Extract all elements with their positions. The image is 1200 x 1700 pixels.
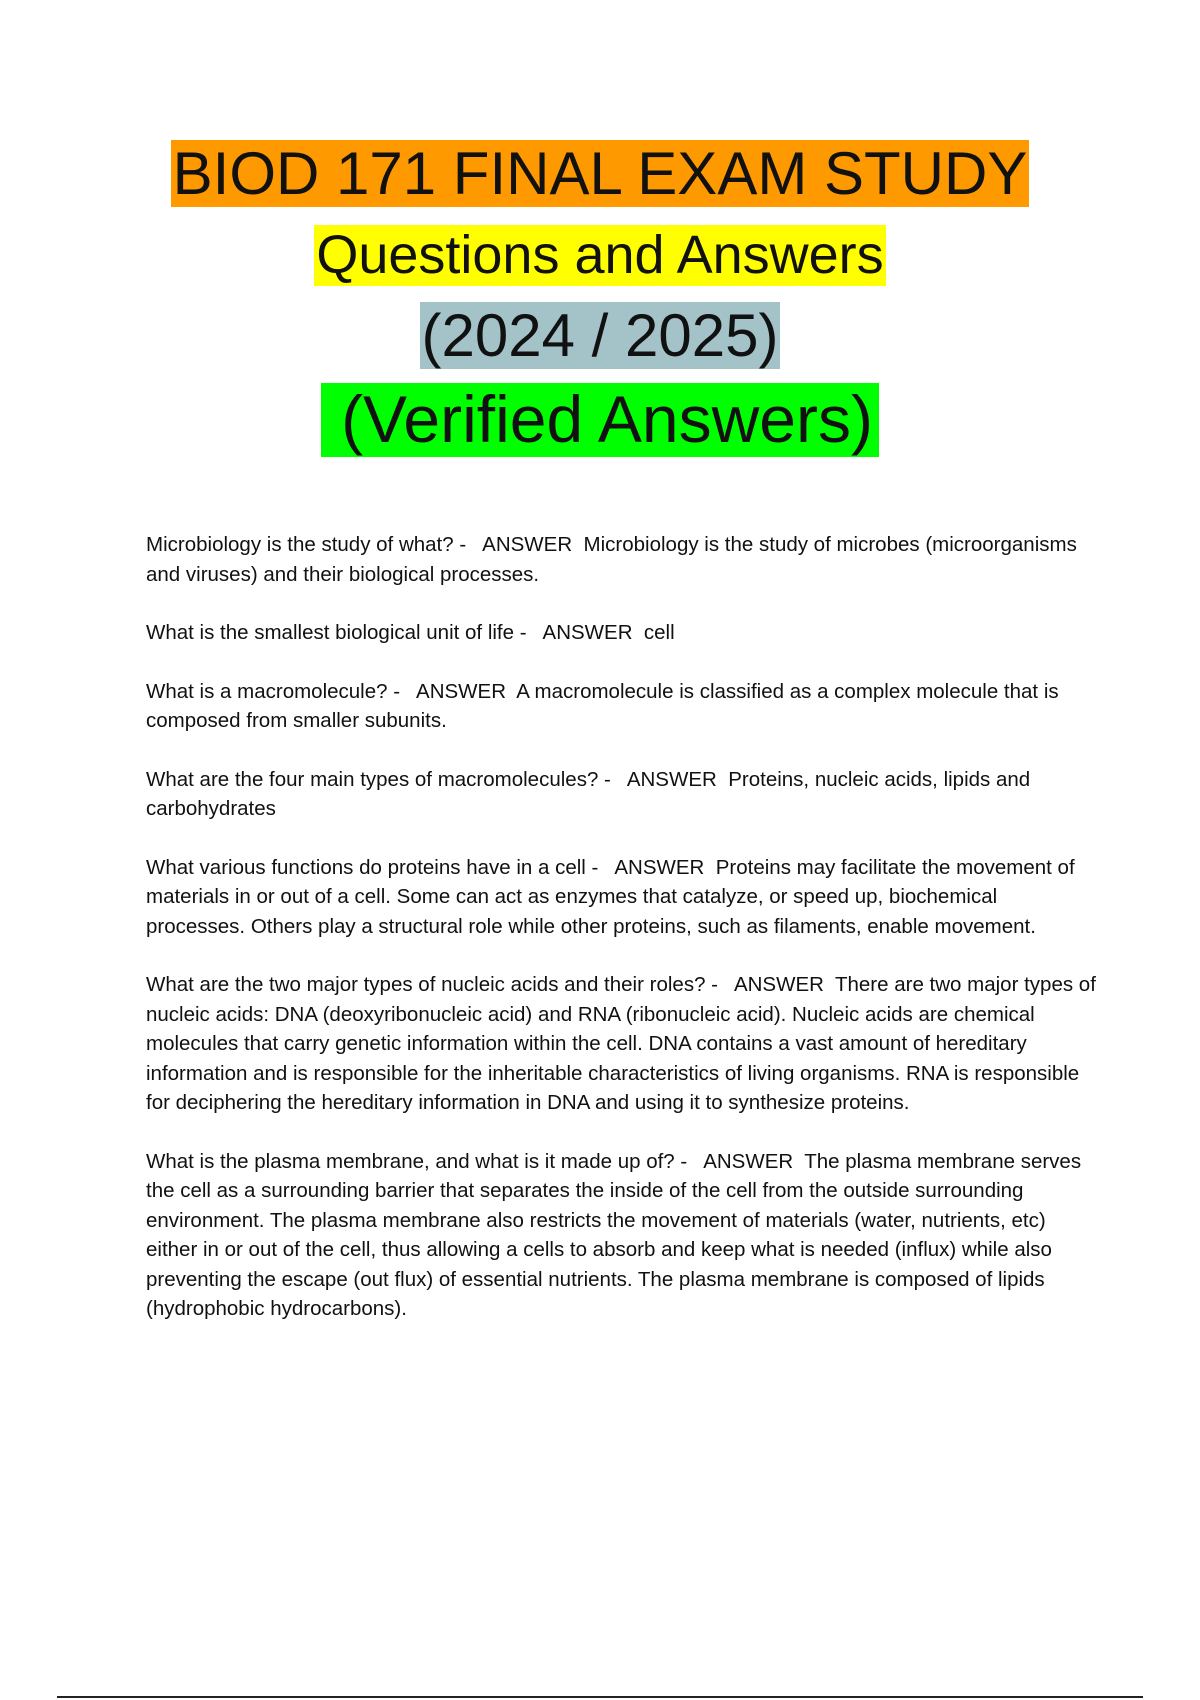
qa-item: What various functions do proteins have in a cell - ANSWER Proteins may facilitate the movement of materials in or out of a cell. Some can act as enzymes that catalyze, or speed up, biochemical processes. Others play a structural role while other proteins, such as filaments, enable movement. bbox=[146, 855, 1075, 938]
answer-text: There are two major types of nucleic acids: DNA (deoxyribonucleic acid) and RNA (ribonucleic acid). Nucleic acids are chemical molecules that carry genetic information within the cell. DNA contains a vast amount of hereditary information and is responsible for the inheritable characteristics of living organisms. RNA is responsible for deciphering the hereditary information in DNA and using it to synthesize proteins. bbox=[146, 973, 1096, 1114]
qa-list bbox=[146, 530, 1096, 1353]
title-block bbox=[0, 140, 1200, 457]
answer-marker: ANSWER bbox=[542, 621, 633, 644]
title-line-2: Questions and Answers bbox=[316, 225, 884, 286]
qa-item: What are the four main types of macromolecules? - ANSWER Proteins, nucleic acids, lipids and carbohydrates bbox=[146, 767, 1031, 820]
answer-marker: ANSWER bbox=[482, 533, 573, 556]
answer-marker: ANSWER bbox=[733, 973, 824, 996]
question-text: What is the plasma membrane, and what is it made up of? bbox=[146, 1149, 675, 1173]
answer-text: Microbiology is the study of microbes (microorganisms and viruses) and their biological processes. bbox=[146, 533, 1077, 586]
qa-item: What is the smallest biological unit of life - ANSWER cell bbox=[146, 621, 675, 644]
qa-item: What is a macromolecule? - ANSWER A macromolecule is classified as a complex molecule that is composed from smaller subunits. bbox=[146, 679, 1059, 732]
qa-item: Microbiology is the study of what? - ANSWER Microbiology is the study of microbes (microorganisms and viruses) and their biological processes. bbox=[146, 533, 1077, 586]
answer-marker: ANSWER bbox=[703, 1149, 794, 1173]
answer-marker: ANSWER bbox=[614, 855, 705, 879]
question-text: What is the smallest biological unit of life bbox=[146, 621, 515, 644]
title-line-1: BIOD 171 FINAL EXAM STUDY bbox=[172, 140, 1028, 207]
qa-item: What is the plasma membrane, and what is it made up of? - ANSWER The plasma membrane serves the cell as a surrounding barrier that separates the inside of the cell from the outside surrounding environment. The plasma membrane also restricts the movement of materials (water, nutrients, etc) either in or out of the cell, thus allowing a cells to absorb and keep what is needed (influx) while also preventing the escape (out flux) of essential nutrients. The plasma membrane is composed of lipids (hydrophobic hydrocarbons). bbox=[146, 1149, 1082, 1320]
question-text: Microbiology is the study of what? bbox=[146, 533, 454, 556]
answer-marker: ANSWER bbox=[626, 767, 717, 791]
footer-divider bbox=[57, 1696, 1143, 1698]
question-text: What are the four main types of macromolecules? bbox=[146, 767, 599, 791]
question-text: What is a macromolecule? bbox=[146, 679, 388, 703]
title-line-3: (2024 / 2025) bbox=[421, 301, 779, 369]
answer-marker: ANSWER bbox=[416, 679, 507, 703]
title-line-4: (Verified Answers) bbox=[321, 383, 879, 457]
qa-item: What are the two major types of nucleic acids and their roles? - ANSWER There are two major types of nucleic acids: DNA (deoxyribonucleic acid) and RNA (ribonucleic acid). Nucleic acids are chemical molecules that carry genetic information within the cell. DNA contains a vast amount of hereditary information and is responsible for the inheritable characteristics of living organisms. RNA is responsible for deciphering the hereditary information in DNA and using it to synthesize proteins. bbox=[146, 973, 1096, 1114]
answer-text: A macromolecule is classified as a complex molecule that is composed from smaller subunits. bbox=[146, 679, 1059, 732]
question-text: What various functions do proteins have in a cell bbox=[146, 855, 586, 879]
answer-text: Proteins may facilitate the movement of materials in or out of a cell. Some can act as enzymes that catalyze, or speed up, biochemical processes. Others play a structural role while other proteins, such as filaments, enable movement. bbox=[146, 855, 1075, 938]
answer-text: The plasma membrane serves the cell as a surrounding barrier that separates the inside of the cell from the outside surrounding environment. The plasma membrane also restricts the movement of materials (water, nutrients, etc) either in or out of the cell, thus allowing a cells to absorb and keep what is needed (influx) while also preventing the escape (out flux) of essential nutrients. The plasma membrane is composed of lipids (hydrophobic hydrocarbons). bbox=[146, 1149, 1082, 1320]
question-text: What are the two major types of nucleic acids and their roles? bbox=[146, 973, 706, 996]
answer-text: cell bbox=[643, 621, 675, 644]
answer-text: Proteins, nucleic acids, lipids and carbohydrates bbox=[146, 767, 1031, 820]
